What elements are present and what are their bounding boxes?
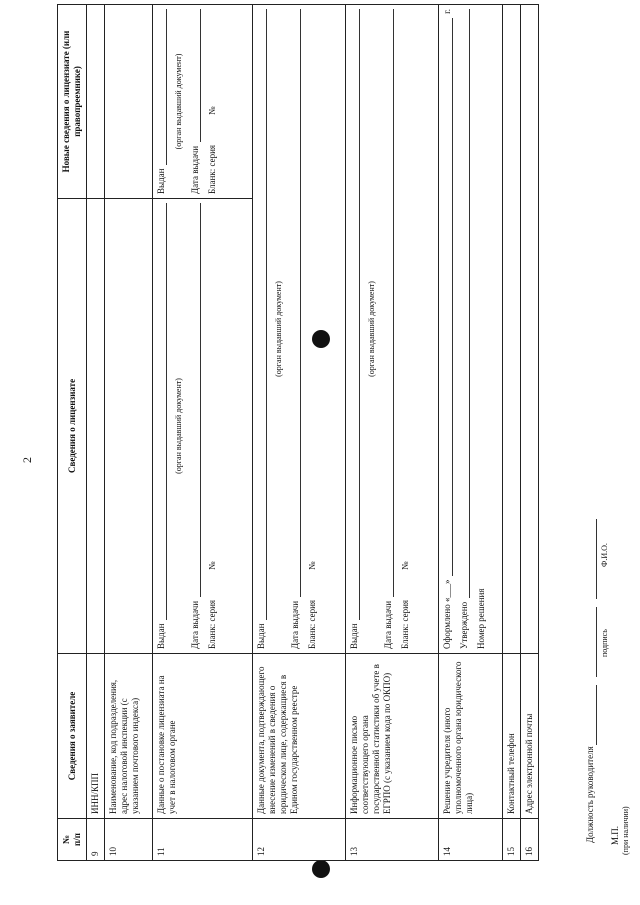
licensee-cell[interactable]	[105, 198, 153, 653]
signature-line[interactable]	[595, 607, 597, 677]
blank-series-label: Бланк: серия	[207, 144, 217, 194]
header-num	[58, 819, 87, 861]
number-sign: №	[307, 561, 317, 570]
statistics-letter[interactable]	[346, 4, 439, 653]
licensee-cell[interactable]	[87, 198, 105, 653]
header-num-sub: п/п	[72, 833, 82, 846]
issued-line[interactable]	[349, 9, 360, 620]
row-number: 11	[153, 819, 253, 861]
header-num-sign: №	[61, 834, 71, 845]
header-new-info: Новые сведения о лицензиате (или правопреемнике)	[58, 4, 87, 198]
row-label: Решение учредителя (иного уполномоченного органа юридического лица)	[439, 654, 503, 819]
blank-series-label: Бланк: серия	[307, 599, 317, 649]
issuer-caption: (орган выдавший документ)	[174, 53, 183, 150]
row-number: 13	[346, 819, 439, 861]
blank-series-label: Бланк: серия	[400, 599, 410, 649]
seal-label: М.П.	[610, 825, 620, 845]
table-row	[105, 4, 153, 860]
position-label: Должность руководителя	[585, 746, 595, 843]
approved-line[interactable]	[459, 9, 470, 598]
issued-label: Выдан	[156, 168, 166, 194]
new-info-cell[interactable]	[105, 4, 153, 198]
row-label: ИНН/КПП	[87, 654, 105, 819]
issue-date-label: Дата выдачи	[190, 600, 200, 649]
licensee-tax-registration[interactable]	[153, 198, 253, 653]
table-row	[87, 4, 105, 860]
issued-label: Выдан	[349, 623, 359, 649]
row-label: Наименование, код подразделения, адрес налоговой инспекции (с указанием почтового индекса)	[105, 654, 153, 819]
drawn-up-line[interactable]	[442, 18, 453, 576]
issued-line[interactable]	[156, 9, 167, 165]
number-sign: №	[400, 561, 410, 570]
issued-label: Выдан	[256, 623, 266, 649]
row-label: Данные о постановке лицензиата на учет в налоговом органе	[153, 654, 253, 819]
table-row	[346, 4, 439, 860]
signature-caption: подпись	[600, 629, 609, 657]
seal-note: (при наличии)	[621, 806, 630, 855]
header-applicant: Сведения о заявителе	[58, 654, 87, 819]
blank-series-label: Бланк: серия	[207, 599, 217, 649]
issue-date-label: Дата выдачи	[190, 145, 200, 194]
table-row	[503, 4, 521, 860]
number-sign: №	[207, 106, 217, 115]
issue-date-line[interactable]	[290, 9, 301, 597]
row-number: 14	[439, 819, 503, 861]
year-suffix: г.	[442, 8, 452, 14]
position-line[interactable]	[595, 685, 597, 745]
issue-date-line[interactable]	[383, 9, 394, 597]
issued-line[interactable]	[256, 9, 267, 620]
table-row	[439, 4, 503, 860]
number-sign: №	[207, 561, 217, 570]
table-row	[253, 4, 346, 860]
row-number: 10	[105, 819, 153, 861]
table-row	[153, 4, 253, 860]
issue-date-line[interactable]	[190, 203, 201, 597]
issuer-caption: (орган выдавший документ)	[174, 378, 183, 474]
issuer-caption: (орган выдавший документ)	[367, 281, 376, 377]
issue-date-label: Дата выдачи	[290, 600, 300, 649]
row-number: 16	[521, 819, 539, 861]
table-row	[521, 4, 539, 860]
row-number: 15	[503, 819, 521, 861]
drawn-up-label: Оформлено «___»	[442, 579, 452, 649]
issued-label: Выдан	[156, 623, 166, 649]
name-line[interactable]	[595, 519, 597, 599]
new-info-cell[interactable]	[87, 4, 105, 198]
row-label: Информационное письмо соответствующего органа государственной статистики об учете в ЕГРПО (с указанием кода по ОКПО)	[346, 654, 439, 819]
header-licensee: Сведения о лицензиате	[58, 198, 87, 653]
issuer-caption: (орган выдавший документ)	[274, 281, 283, 377]
registry-change-document[interactable]	[253, 4, 346, 653]
new-tax-registration[interactable]	[153, 4, 253, 198]
header-row	[58, 4, 87, 860]
approved-label: Утверждено	[459, 601, 469, 649]
issue-date-label: Дата выдачи	[383, 600, 393, 649]
row-label: Адрес электронной почты	[521, 654, 539, 819]
page-number: 2	[20, 457, 34, 463]
name-caption: Ф.И.О.	[600, 543, 609, 567]
founder-decision[interactable]	[439, 4, 503, 653]
punch-hole-left	[312, 860, 330, 878]
issued-line[interactable]	[156, 203, 167, 620]
email-cell[interactable]	[521, 4, 539, 653]
license-form-table	[57, 4, 539, 861]
issue-date-line[interactable]	[190, 9, 201, 142]
row-label: Контактный телефон	[503, 654, 521, 819]
row-number: 9	[87, 819, 105, 861]
decision-number-label: Номер решения	[476, 588, 486, 649]
phone-cell[interactable]	[503, 4, 521, 653]
row-number: 12	[253, 819, 346, 861]
row-label: Данные документа, подтверждающего внесение изменений в сведения о юридическом лице, содержащиеся в Едином государственном реестре	[253, 654, 346, 819]
